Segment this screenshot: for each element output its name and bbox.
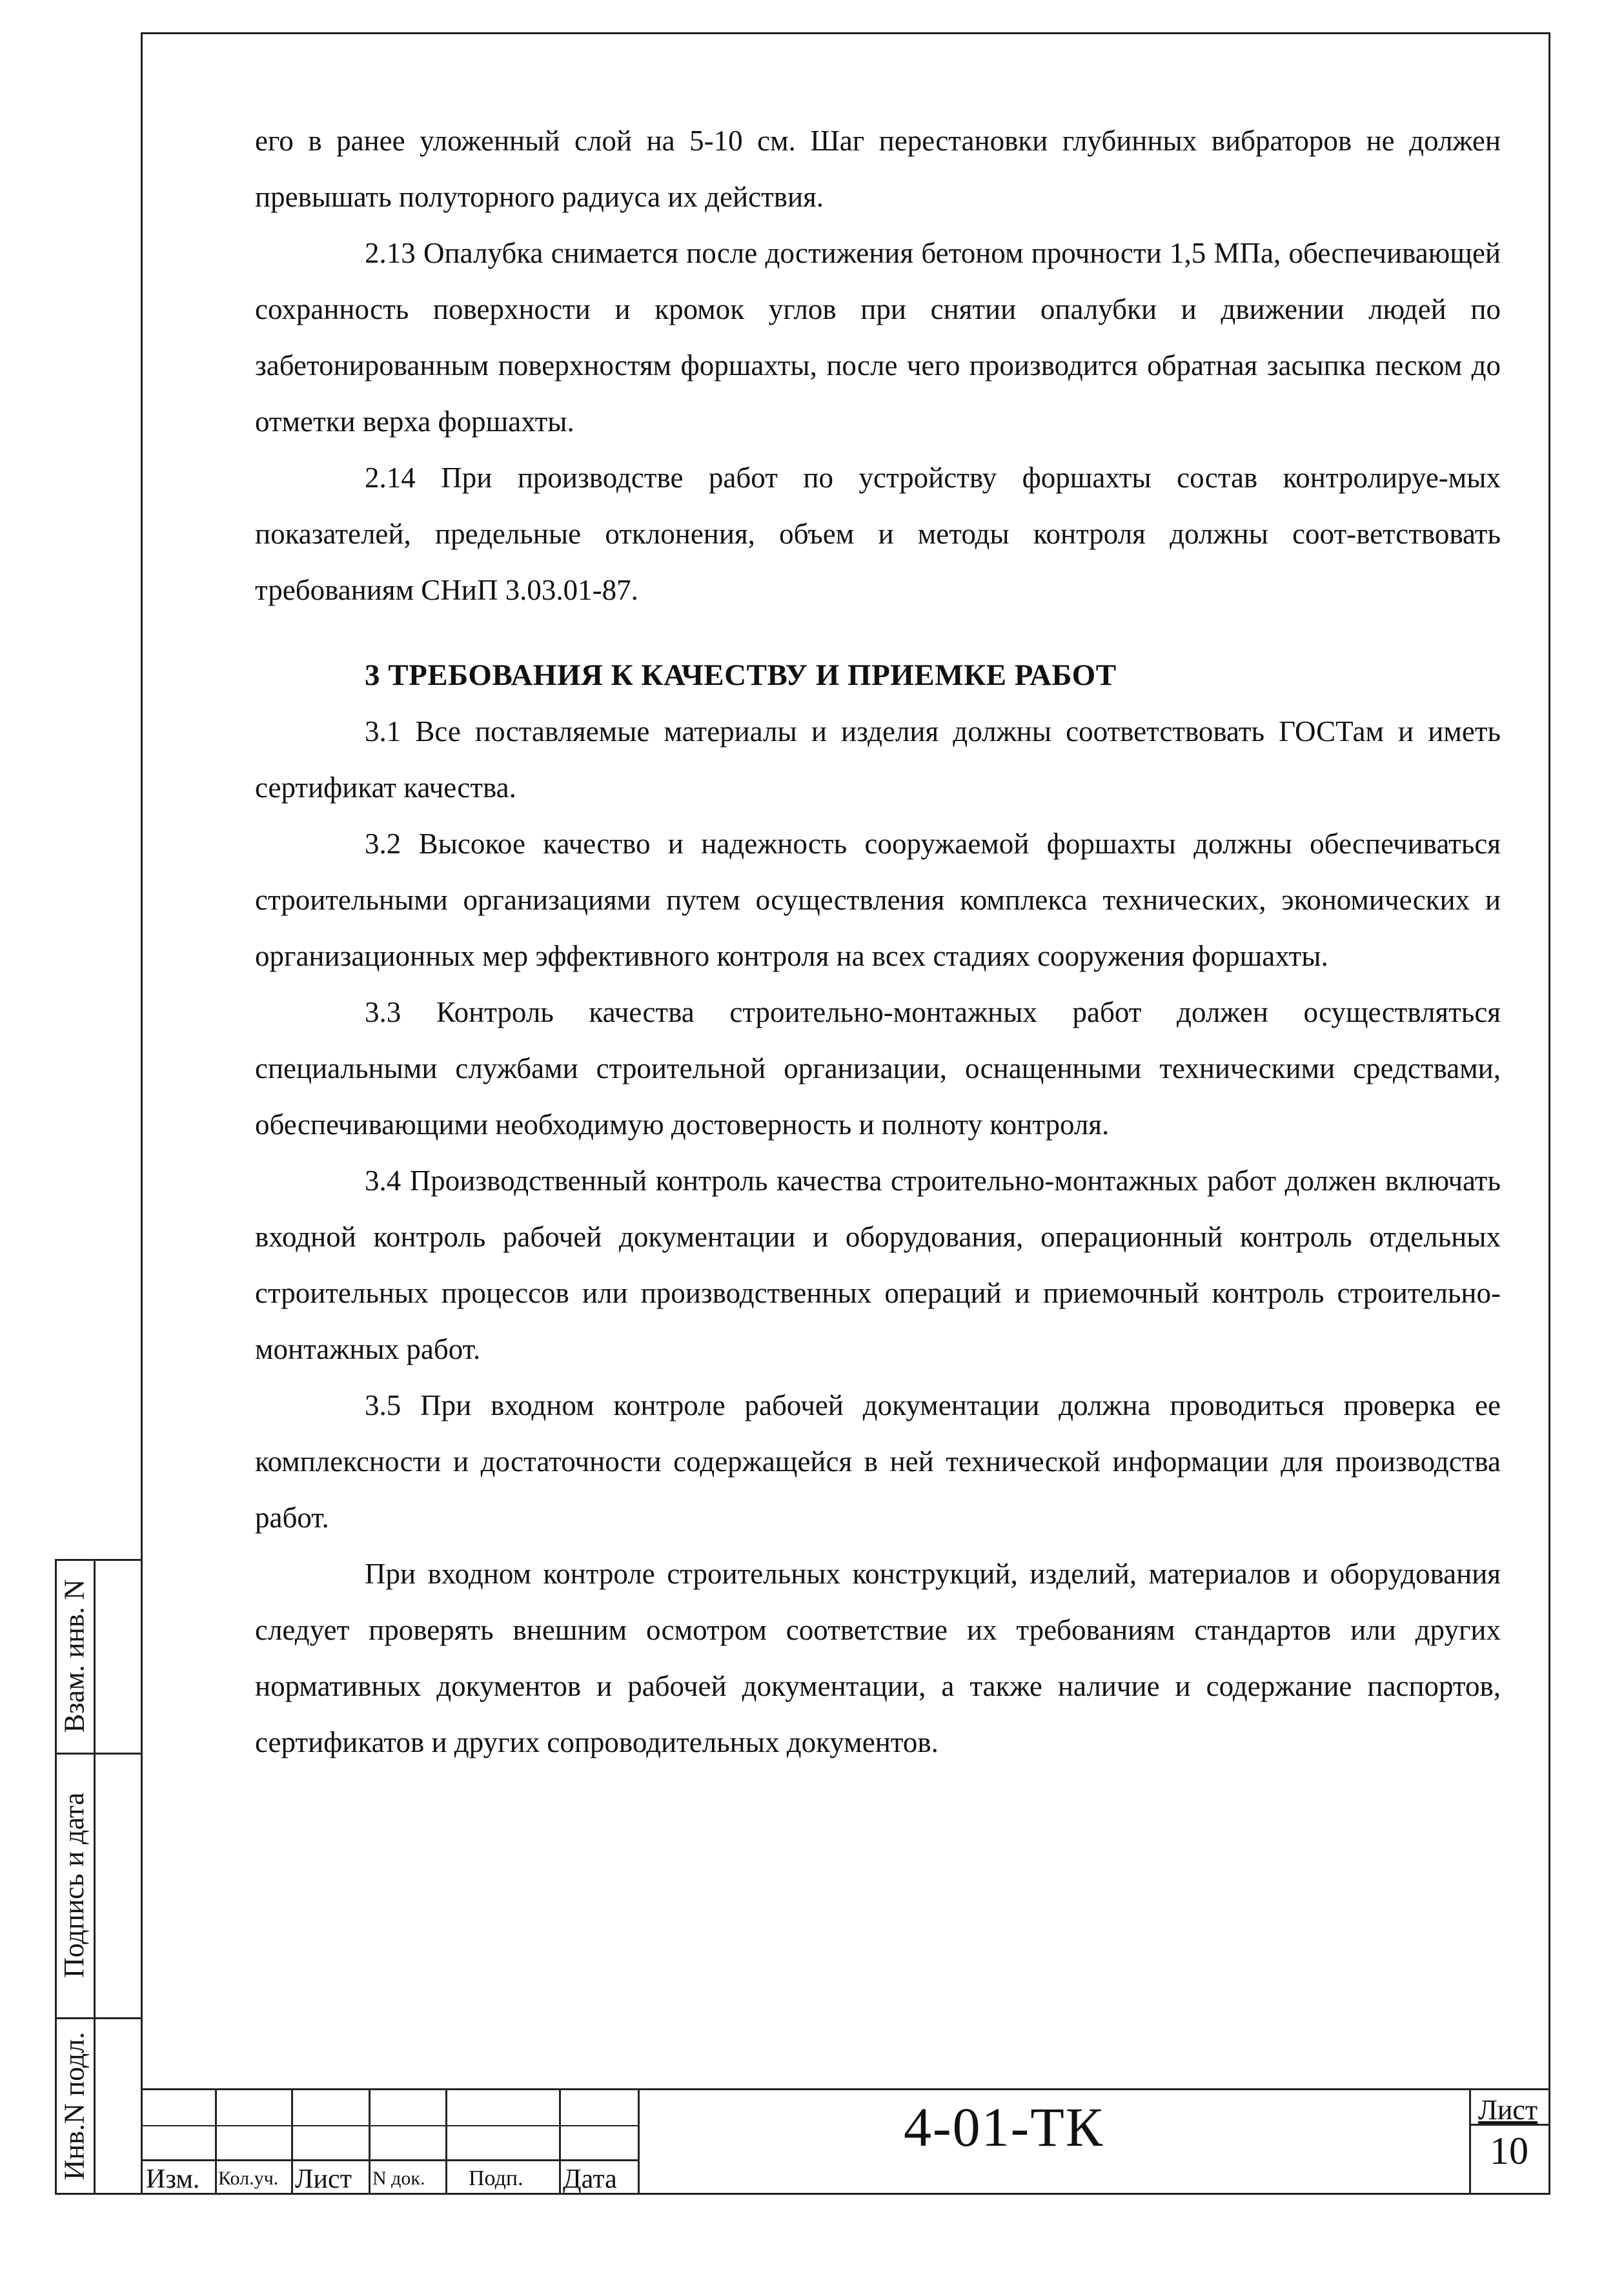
- paragraph: его в ранее уложенный слой на 5-10 см. Шаг перестановки глубинных вибраторов не должен превышать полуторного радиуса их действия.: [255, 125, 1501, 213]
- paragraph: 3.5 При входном контроле рабочей документации должна проводиться проверка ее комплексности и достаточности содержащейся в ней технической информации для производства работ.: [255, 1389, 1501, 1534]
- paragraph: 2.14 При производстве работ по устройству форшахты состав контролируе-мых показателей, предельные отклонения, объем и методы контроля должны соот-ветствовать требованиям СНиП 3.03.01-87.: [255, 462, 1501, 606]
- paragraph: 2.13 Опалубка снимается после достижения бетоном прочности 1,5 МПа, обеспечивающей сохранность поверхности и кромок углов при снятии опалубки и движении людей по забетонированным поверхностям форшахты, после чего производится обратная засыпка песком до отметки верха форшахты.: [255, 237, 1501, 438]
- stamp-podpis-data: Подпись и дата: [58, 1792, 90, 1978]
- col-list: Лист: [295, 2164, 352, 2194]
- sheet-label: Лист: [1478, 2094, 1538, 2126]
- paragraph: 3.1 Все поставляемые материалы и изделия должны соответствовать ГОСТам и иметь сертификат качества.: [255, 715, 1501, 804]
- col-n-dok: N док.: [372, 2168, 425, 2189]
- paragraph: 3.2 Высокое качество и надежность сооружаемой форшахты должны обеспечиваться строительными организациями путем осуществления комплекса технических, экономических и организационных мер эффективного контроля на всех стадиях сооружения форшахты.: [255, 828, 1501, 972]
- stamp-vzam-inv: Взам. инв. N: [58, 1579, 90, 1733]
- col-data: Дата: [563, 2164, 617, 2194]
- document-body: [255, 113, 1501, 1771]
- section-heading: 3 ТРЕБОВАНИЯ К КАЧЕСТВУ И ПРИЕМКЕ РАБОТ: [365, 658, 1117, 692]
- col-podp: Подп.: [469, 2166, 523, 2190]
- paragraph: 3.4 Производственный контроль качества строительно-монтажных работ должен включать входной контроль рабочей документации и оборудования, операционный контроль отдельных строительных процессов или производственных операций и приемочный контроль строительно-монтажных работ.: [255, 1165, 1501, 1365]
- document-code: 4-01-ТК: [904, 2096, 1104, 2158]
- sheet-number: 10: [1490, 2130, 1528, 2172]
- paragraph: При входном контроле строительных конструкций, изделий, материалов и оборудования следует проверять внешним осмотром соответствие их требованиям стандартов или других нормативных документов и рабочей документации, а также наличие и содержание паспортов, сертификатов и других сопроводительных документов.: [255, 1558, 1501, 1758]
- col-izm: Изм.: [146, 2164, 200, 2194]
- stamp-inv-podl: Инв.N подл.: [58, 2031, 90, 2181]
- paragraph: 3.3 Контроль качества строительно-монтажных работ должен осуществляться специальными службами строительной организации, оснащенными техническими средствами, обеспечивающими необходимую достоверность и полноту контроля.: [255, 996, 1501, 1141]
- col-kol-uch: Кол.уч.: [218, 2168, 279, 2189]
